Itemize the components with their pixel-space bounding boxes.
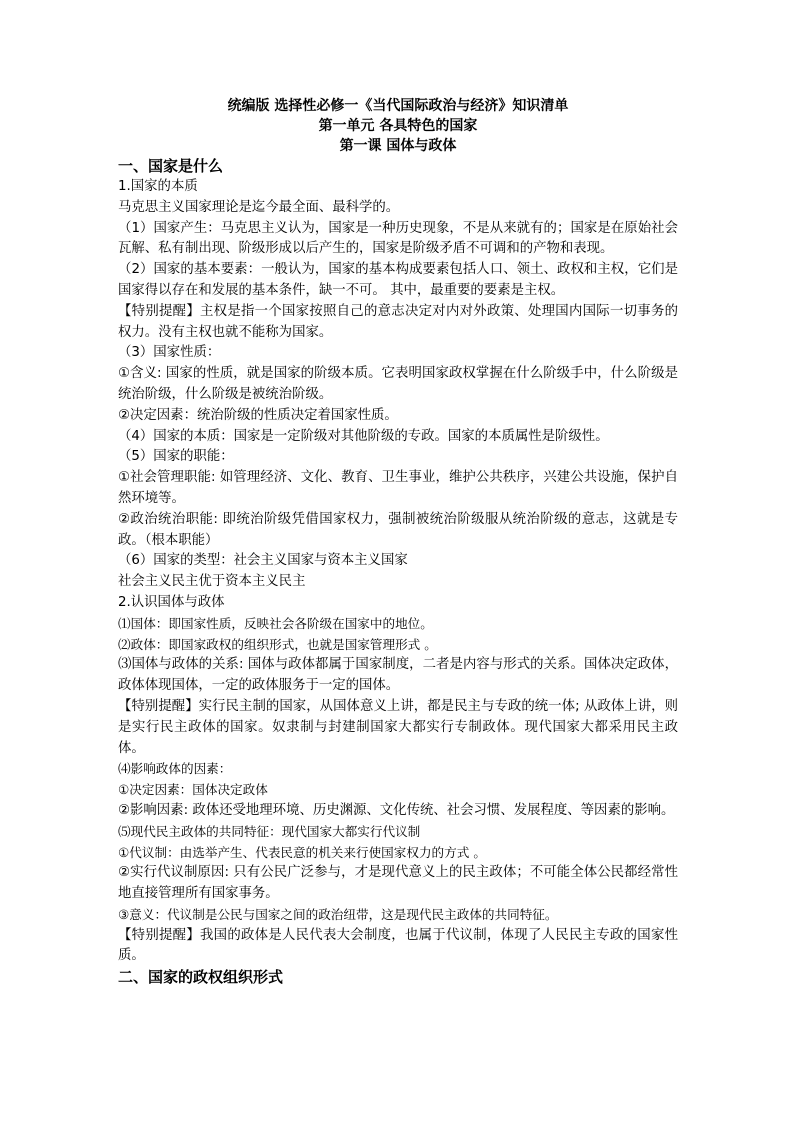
text-line: （5）国家的职能： [118, 449, 234, 465]
paragraph: ②实行代议制原因: 只有公民广泛参与，才是现代意义上的民主政体；不可能全体公民都经常性地直接管理所有国家事务。 [118, 865, 678, 902]
text-line: （4）国家的本质：国家是一定阶级对其他阶级的专政。国家的本质属性是阶级性。 [118, 428, 609, 444]
text-line: 马克思主义国家理论是迄今最全面、最科学的。 [118, 199, 400, 215]
text-line: ⑸现代民主政体的共同特征：现代国家大都实行代议制 [118, 823, 421, 839]
section-heading-2: 二、国家的政权组织形式 [118, 968, 284, 987]
text-line: ③意义：代议制是公民与国家之间的政治纽带，这是现代民主政体的共同特征。 [118, 906, 558, 922]
text-line: ⑵政体：即国家政权的组织形式，也就是国家管理形式 。 [118, 636, 437, 652]
unit-title: 第一单元 各具特色的国家 [318, 118, 478, 134]
special-note: 【特别提醒】我国的政体是人民代表大会制度，也属于代议制，体现了人民民主专政的国家性质。 [118, 927, 678, 964]
document-title: 统编版 选择性必修一《当代国际政治与经济》知识清单 [227, 98, 569, 114]
section-heading-1: 一、国家是什么 [118, 157, 224, 175]
document-page [118, 96, 678, 988]
special-note: 【特别提醒】主权是指一个国家按照自己的意志决定对内对外政策、处理国内国际一切事务的权力。没有主权也就不能称为国家。 [118, 303, 678, 340]
subheading-state-regime: 2.认识国体与政体 [118, 594, 225, 610]
paragraph: ①社会管理职能: 如管理经济、文化、教育、卫生事业，维护公共秩序，兴建公共设施，保护自然环境等。 [118, 470, 678, 506]
special-note: 【特别提醒】实行民主制的国家，从国体意义上讲，都是民主与专政的统一体; 从政体上讲，则是实行民主政体的国家。奴隶制与封建制国家大都实行专制政体。现代国家大都采用民主政体。 [118, 698, 678, 756]
paragraph: ⑶国体与政体的关系: 国体与政体都属于国家制度，二者是内容与形式的关系。国体决定政体，政体体现国体，一定的政体服务于一定的国体。 [118, 657, 678, 694]
paragraph: （1）国家产生：马克思主义认为，国家是一种历史现象，不是从来就有的；国家是在原始社会瓦解、私有制出现、阶级形成以后产生的，国家是阶级矛盾不可调和的产物和表现。 [118, 220, 678, 257]
text-line: ①代议制：由选举产生、代表民意的机关来行使国家权力的方式 。 [118, 844, 486, 860]
text-line: ⑷影响政体的因素： [118, 761, 232, 777]
text-line: ②决定因素：统治阶级的性质决定着国家性质。 [118, 407, 398, 423]
paragraph: （2）国家的基本要素：一般认为，国家的基本构成要素包括人口、领土、政权和主权，它们是国家得以存在和发展的基本条件，缺一不可。 其中，最重要的要素是主权。 [118, 262, 678, 298]
text-line: （6）国家的类型：社会主义国家与资本主义国家 [118, 553, 408, 569]
subheading-nature: 1.国家的本质 [118, 179, 198, 194]
text-line: （3）国家性质： [118, 345, 221, 361]
text-line: ⑴国体：即国家性质，反映社会各阶级在国家中的地位。 [118, 615, 433, 631]
paragraph: ①含义: 国家的性质，就是国家的阶级本质。它表明国家政权掌握在什么阶级手中，什么阶级是统治阶级，什么阶级是被统治阶级。 [118, 366, 678, 402]
paragraph: ②政治统治职能: 即统治阶级凭借国家权力，强制被统治阶级服从统治阶级的意志，这就是专政。（根本职能） [118, 511, 678, 548]
lesson-title: 第一课 国体与政体 [339, 138, 457, 154]
paragraph: ②影响因素: 政体还受地理环境、历史渊源、文化传统、社会习惯、发展程度、等因素的影响。 [118, 802, 675, 818]
text-line: ①决定因素：国体决定政体 [118, 782, 268, 798]
text-line: 社会主义民主优于资本主义民主 [118, 574, 306, 590]
